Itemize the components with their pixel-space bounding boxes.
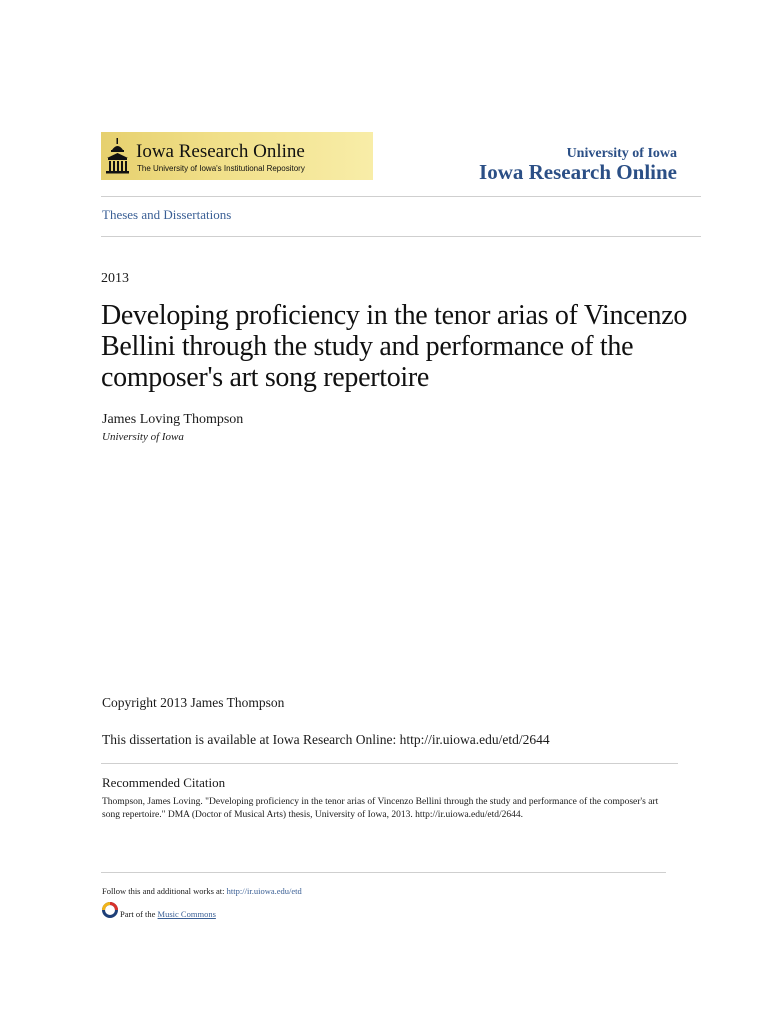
old-capitol-icon [105,136,131,176]
iowa-research-online-logo[interactable] [101,132,373,180]
citation-heading: Recommended Citation [102,775,226,790]
author-name: James Loving Thompson [102,412,244,427]
citation-text: Thompson, James Loving. "Developing proficiency in the tenor arias of Vincenzo Bellini through the study and performance of the composer's art song repertoire." DMA (Doctor of Musical Arts) thesis, University of Iowa, 2013. http://ir.uiowa.edu/etd/2644. [102,797,659,820]
university-name[interactable]: University of Iowa [566,146,677,161]
part-of-line [120,909,216,919]
footer-divider [101,872,666,873]
availability-statement: This dissertation is available at Iowa Research Online: http://ir.uiowa.edu/etd/2644 [102,732,550,747]
document-title: Developing proficiency in the tenor arias of Vincenzo Bellini through the study and performance of the composer's art song repertoire [101,300,688,393]
part-of-prefix: Part of the [120,909,158,919]
citation-divider [101,763,678,764]
network-commons-icon [101,900,119,918]
publication-year: 2013 [101,271,129,286]
author-affiliation: University of Iowa [102,431,184,443]
header-divider [101,196,701,197]
music-commons-link[interactable]: Music Commons [157,909,216,919]
copyright-notice: Copyright 2013 James Thompson [102,695,285,710]
follow-link[interactable]: http://ir.uiowa.edu/etd [226,886,302,896]
follow-prefix: Follow this and additional works at: [102,886,227,896]
repository-name[interactable]: Iowa Research Online [479,160,677,184]
follow-line [102,886,302,896]
logo-subtitle: The University of Iowa's Institutional Repository [137,164,305,173]
collection-divider [101,236,701,237]
collection-link[interactable]: Theses and Dissertations [102,207,232,222]
logo-title: Iowa Research Online [136,141,305,162]
